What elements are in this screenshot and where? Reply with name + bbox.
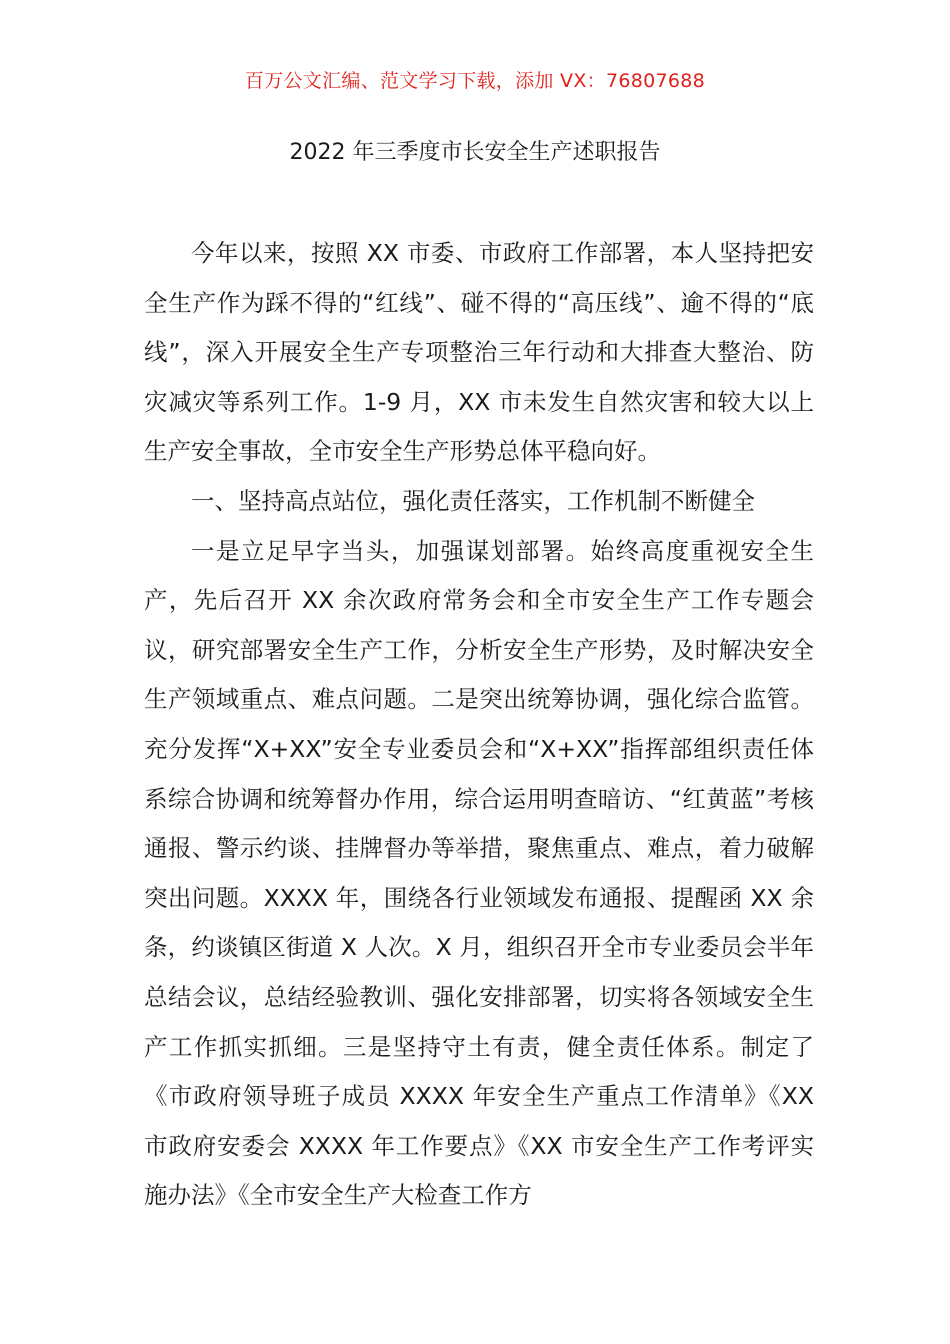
- section-1-paragraph: 一是立足早字当头，加强谋划部署。始终高度重视安全生产，先后召开 XX 余次政府常务会和全市安全生产工作专题会议，研究部署安全生产工作，分析安全生产形势，及时解决安全生产领域重点、难点问题。二是突出统筹协调，强化综合监管。充分发挥“X+XX”安全专业委员会和“X+XX”指挥部组织责任体系综合协调和统筹督办作用，综合运用明查暗访、“红黄蓝”考核通报、警示约谈、挂牌督办等举措，聚焦重点、难点，着力破解突出问题。XXXX 年，围绕各行业领域发布通报、提醒函 XX 余条，约谈镇区街道 X 人次。X 月，组织召开全市专业委员会半年总结会议，总结经验教训、强化安排部署，切实将各领域安全生产工作抓实抓细。三是坚持守土有责，健全责任体系。制定了《市政府领导班子成员 XXXX 年安全生产重点工作清单》《XX 市政府安委会 XXXX 年工作要点》《XX 市安全生产工作考评实施办法》《全市安全生产大检查工作方: [144, 536, 814, 1210]
- intro-paragraph: 今年以来，按照 XX 市委、市政府工作部署，本人坚持把安全生产作为踩不得的“红线”、碰不得的“高压线”、逾不得的“底线”，深入开展安全生产专项整治三年行动和大排查大整治、防灾减灾等系列工作。1-9 月，XX 市未发生自然灾害和较大以上生产安全事故，全市安全生产形势总体平稳向好。: [144, 239, 814, 466]
- header-banner: 百万公文汇编、范文学习下载，添加 VX：76807688: [244, 70, 706, 92]
- document-title: 2022 年三季度市长安全生产述职报告: [289, 140, 661, 165]
- document-body: [144, 229, 814, 1221]
- section-heading-1: 一、坚持高点站位，强化责任落实，工作机制不断健全: [191, 486, 755, 515]
